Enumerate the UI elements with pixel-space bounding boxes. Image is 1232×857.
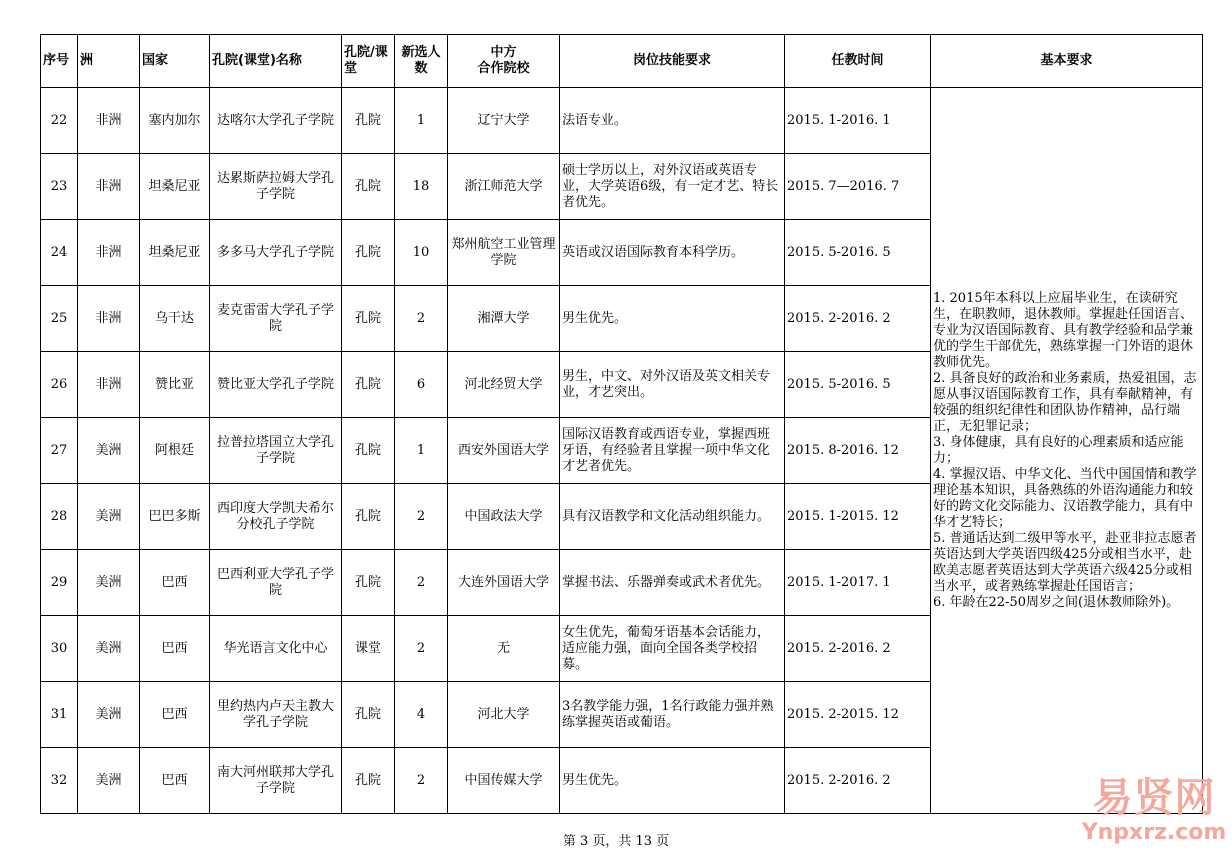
cell-skills: 女生优先，葡萄牙语基本会话能力，适应能力强，面向全国各类学校招募。: [560, 616, 785, 682]
basic-requirement-item: 2. 具备良好的政治和业务素质，热爱祖国，志愿从事汉语国际教育工作，具有奉献精神，有较强的组织纪律性和团队协作精神，品行端正，无犯罪记录；: [933, 370, 1197, 434]
cell-seq: 25: [41, 286, 78, 352]
cell-seq: 29: [41, 550, 78, 616]
header-continent: 洲: [78, 35, 140, 88]
cell-period: 2015. 2-2016. 2: [785, 748, 931, 814]
cell-continent: 非洲: [78, 88, 140, 154]
cell-period: 2015. 7—2016. 7: [785, 154, 931, 220]
positions-table: [40, 34, 1203, 814]
cell-count: 1: [395, 418, 448, 484]
header-institute: 孔院(课堂)名称: [210, 35, 342, 88]
cell-skills: 3名教学能力强，1名行政能力强并熟练掌握英语或葡语。: [560, 682, 785, 748]
cell-type: 孔院: [342, 550, 395, 616]
cell-continent: 美洲: [78, 682, 140, 748]
cell-country: 塞内加尔: [140, 88, 210, 154]
cell-skills: 国际汉语教育或西语专业，掌握西班牙语，有经验者且掌握一项中华文化才艺者优先。: [560, 418, 785, 484]
cell-type: 孔院: [342, 286, 395, 352]
watermark-main-text: 易贤网: [1092, 775, 1216, 821]
header-skills: 岗位技能要求: [560, 35, 785, 88]
cell-continent: 美洲: [78, 616, 140, 682]
cell-country: 巴巴多斯: [140, 484, 210, 550]
cell-skills: 掌握书法、乐器弹奏或武术者优先。: [560, 550, 785, 616]
cell-skills: 男生，中文、对外汉语及英文相关专业，才艺突出。: [560, 352, 785, 418]
cell-partner: 河北大学: [448, 682, 560, 748]
basic-requirement-item: 6. 年龄在22-50周岁之间(退休教师除外)。: [933, 594, 1180, 610]
page-number-footer: 第 3 页，共 13 页: [562, 834, 670, 849]
cell-country: 巴西: [140, 748, 210, 814]
cell-institute: 赞比亚大学孔子学院: [210, 352, 342, 418]
header-partner: [448, 35, 560, 88]
table-body: [41, 88, 1203, 814]
cell-country: 巴西: [140, 682, 210, 748]
cell-skills: 法语专业。: [560, 88, 785, 154]
cell-partner: 河北经贸大学: [448, 352, 560, 418]
cell-seq: 23: [41, 154, 78, 220]
basic-requirement-item: 4. 掌握汉语、中华文化、当代中国国情和教学理论基本知识，具备熟练的外语沟通能力和较好的跨文化交际能力、汉语教学能力，具有中华才艺特长；: [933, 466, 1197, 530]
table-row: [41, 88, 1203, 154]
cell-count: 18: [395, 154, 448, 220]
cell-seq: 24: [41, 220, 78, 286]
cell-institute: 南大河州联邦大学孔子学院: [210, 748, 342, 814]
site-watermark: [1074, 775, 1232, 855]
cell-type: 孔院: [342, 352, 395, 418]
cell-institute: 华光语言文化中心: [210, 616, 342, 682]
cell-type: 课堂: [342, 616, 395, 682]
cell-institute: 达累斯萨拉姆大学孔子学院: [210, 154, 342, 220]
cell-partner: 无: [448, 616, 560, 682]
cell-seq: 30: [41, 616, 78, 682]
cell-count: 10: [395, 220, 448, 286]
cell-country: 阿根廷: [140, 418, 210, 484]
cell-continent: 非洲: [78, 154, 140, 220]
cell-period: 2015. 1-2016. 1: [785, 88, 931, 154]
cell-seq: 27: [41, 418, 78, 484]
header-country: 国家: [140, 35, 210, 88]
cell-skills: 具有汉语教学和文化活动组织能力。: [560, 484, 785, 550]
cell-continent: 美洲: [78, 748, 140, 814]
cell-period: 2015. 1-2017. 1: [785, 550, 931, 616]
cell-country: 巴西: [140, 550, 210, 616]
cell-seq: 28: [41, 484, 78, 550]
cell-period: 2015. 5-2016. 5: [785, 352, 931, 418]
header-type: 孔院/课堂: [342, 35, 395, 88]
cell-type: 孔院: [342, 88, 395, 154]
cell-count: 1: [395, 88, 448, 154]
cell-count: 2: [395, 550, 448, 616]
cell-continent: 非洲: [78, 286, 140, 352]
cell-institute: 多多马大学孔子学院: [210, 220, 342, 286]
cell-skills: 男生优先。: [560, 286, 785, 352]
cell-type: 孔院: [342, 154, 395, 220]
cell-count: 4: [395, 682, 448, 748]
header-period: 任教时间: [785, 35, 931, 88]
cell-partner: 浙江师范大学: [448, 154, 560, 220]
cell-count: 2: [395, 616, 448, 682]
basic-requirement-item: 5. 普通话达到二级甲等水平，赴亚非拉志愿者英语达到大学英语四级425分或相当水平，赴欧美志愿者英语达到大学英语六级425分或相当水平，或者熟练掌握赴任国语言；: [933, 530, 1197, 594]
cell-partner: 西安外国语大学: [448, 418, 560, 484]
cell-skills: 硕士学历以上，对外汉语或英语专业，大学英语6级，有一定才艺、特长者优先。: [560, 154, 785, 220]
cell-count: 6: [395, 352, 448, 418]
header-basic: 基本要求: [931, 35, 1203, 88]
basic-requirements-cell: [931, 88, 1203, 814]
cell-seq: 22: [41, 88, 78, 154]
cell-skills: 英语或汉语国际教育本科学历。: [560, 220, 785, 286]
basic-requirement-item: 1. 2015年本科以上应届毕业生，在读研究生，在职教师，退休教师。掌握赴任国语言、专业为汉语国际教育、具有教学经验和品学兼优的学生干部优先，熟练掌握一门外语的退休教师优先。: [933, 290, 1194, 370]
cell-institute: 巴西利亚大学孔子学院: [210, 550, 342, 616]
cell-partner: 湘潭大学: [448, 286, 560, 352]
cell-institute: 麦克雷雷大学孔子学院: [210, 286, 342, 352]
cell-skills: 男生优先。: [560, 748, 785, 814]
basic-requirement-item: 3. 身体健康，具有良好的心理素质和适应能力；: [933, 434, 1184, 466]
header-seq: 序号: [41, 35, 78, 88]
cell-continent: 美洲: [78, 484, 140, 550]
cell-institute: 达喀尔大学孔子学院: [210, 88, 342, 154]
cell-institute: 里约热内卢天主教大学孔子学院: [210, 682, 342, 748]
cell-partner: 辽宁大学: [448, 88, 560, 154]
cell-partner: 中国传媒大学: [448, 748, 560, 814]
cell-count: 2: [395, 748, 448, 814]
cell-seq: 32: [41, 748, 78, 814]
cell-country: 赞比亚: [140, 352, 210, 418]
cell-period: 2015. 8-2016. 12: [785, 418, 931, 484]
cell-type: 孔院: [342, 220, 395, 286]
cell-type: 孔院: [342, 748, 395, 814]
header-partner-line2: 合作院校: [477, 61, 530, 76]
cell-seq: 26: [41, 352, 78, 418]
cell-seq: 31: [41, 682, 78, 748]
header-row: [41, 35, 1203, 88]
cell-period: 2015. 2-2016. 2: [785, 616, 931, 682]
cell-institute: 拉普拉塔国立大学孔子学院: [210, 418, 342, 484]
cell-continent: 非洲: [78, 220, 140, 286]
header-partner-line1: 中方: [490, 45, 517, 60]
cell-continent: 美洲: [78, 550, 140, 616]
cell-period: 2015. 2-2015. 12: [785, 682, 931, 748]
cell-continent: 美洲: [78, 418, 140, 484]
cell-period: 2015. 1-2015. 12: [785, 484, 931, 550]
cell-type: 孔院: [342, 418, 395, 484]
cell-type: 孔院: [342, 682, 395, 748]
cell-continent: 非洲: [78, 352, 140, 418]
watermark-url-text: Ynpxrz.com: [1081, 820, 1227, 845]
cell-period: 2015. 5-2016. 5: [785, 220, 931, 286]
cell-country: 乌干达: [140, 286, 210, 352]
header-count: 新选人数: [395, 35, 448, 88]
cell-partner: 郑州航空工业管理学院: [448, 220, 560, 286]
cell-country: 坦桑尼亚: [140, 154, 210, 220]
cell-count: 2: [395, 484, 448, 550]
cell-institute: 西印度大学凯夫希尔分校孔子学院: [210, 484, 342, 550]
cell-country: 坦桑尼亚: [140, 220, 210, 286]
cell-partner: 大连外国语大学: [448, 550, 560, 616]
cell-partner: 中国政法大学: [448, 484, 560, 550]
cell-period: 2015. 2-2016. 2: [785, 286, 931, 352]
cell-type: 孔院: [342, 484, 395, 550]
cell-country: 巴西: [140, 616, 210, 682]
cell-count: 2: [395, 286, 448, 352]
